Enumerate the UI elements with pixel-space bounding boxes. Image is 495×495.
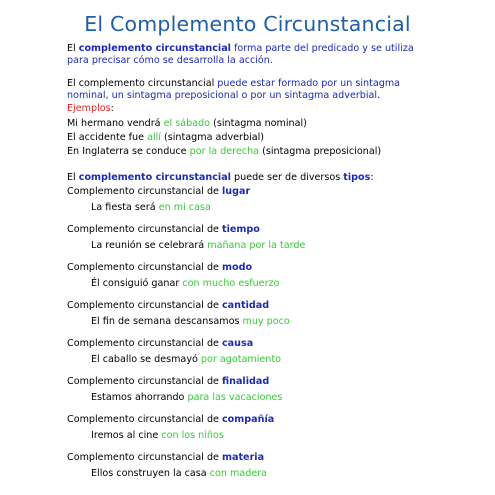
type-example: La reunión se celebrará mañana por la tarde <box>91 240 306 251</box>
page-title: El Complemento Circunstancial <box>84 12 411 36</box>
example-highlight: por la derecha <box>189 146 260 157</box>
example-row: En Inglaterra se conduce por la derecha (sintagma preposicional) <box>67 146 382 157</box>
type-example: El caballo se desmayó por agotamiento <box>91 354 281 365</box>
example-highlight: con mucho esfuerzo <box>182 278 280 289</box>
example-highlight: por agotamiento <box>200 354 281 365</box>
type-example: Ellos construyen la casa con madera <box>91 468 268 479</box>
intro-paragraph-1-line-1: El complemento circunstancial forma parte del predicado y se utiliza <box>67 43 414 54</box>
example-highlight: para las vacaciones <box>187 392 283 403</box>
type-label: Complemento circunstancial de modo <box>67 262 253 273</box>
example-highlight: muy poco <box>242 316 290 327</box>
type-kind: tiempo <box>222 224 260 235</box>
term-complemento-circunstancial: complemento circunstancial <box>78 43 231 54</box>
type-label: Complemento circunstancial de cantidad <box>67 300 270 311</box>
examples-heading: Ejemplos: <box>67 103 114 114</box>
example-highlight: con madera <box>209 468 268 479</box>
intro-paragraph-1-line-2: para precisar cómo se desarrolla la acción. <box>67 55 273 66</box>
example-highlight: con los niños <box>161 430 224 441</box>
type-kind: finalidad <box>222 376 270 387</box>
example-highlight: mañana por la tarde <box>207 240 306 251</box>
type-label: Complemento circunstancial de compañía <box>67 414 275 425</box>
types-intro: El complemento circunstancial puede ser de diversos tipos: <box>67 172 374 183</box>
example-highlight: en mi casa <box>158 202 211 213</box>
type-label: Complemento circunstancial de materia <box>67 452 265 463</box>
type-label: Complemento circunstancial de lugar <box>67 186 251 197</box>
type-kind: modo <box>222 262 253 273</box>
type-label: Complemento circunstancial de causa <box>67 338 254 349</box>
example-highlight: allí <box>147 132 161 143</box>
type-example: Estamos ahorrando para las vacaciones <box>91 392 283 403</box>
type-kind: cantidad <box>222 300 270 311</box>
example-row: Mi hermano vendrá el sábado (sintagma nominal) <box>67 118 307 129</box>
example-highlight: el sábado <box>163 118 211 129</box>
intro-paragraph-2-line-1: El complemento circunstancial puede estar formado por un sintagma <box>67 78 401 89</box>
type-label: Complemento circunstancial de finalidad <box>67 376 270 387</box>
type-example: Él consiguió ganar con mucho esfuerzo <box>91 278 280 289</box>
type-kind: lugar <box>222 186 251 197</box>
type-example: La fiesta será en mi casa <box>91 202 211 213</box>
type-kind: causa <box>222 338 254 349</box>
type-kind: materia <box>222 452 265 463</box>
intro-paragraph-2-line-2: nominal, un sintagma preposicional o por un sintagma adverbial. <box>67 90 381 101</box>
type-example: Iremos al cine con los niños <box>91 430 224 441</box>
type-kind: compañía <box>222 414 275 425</box>
type-label: Complemento circunstancial de tiempo <box>67 224 260 235</box>
example-row: El accidente fue allí (sintagma adverbial) <box>67 132 265 143</box>
type-example: El fin de semana descansamos muy poco <box>91 316 290 327</box>
